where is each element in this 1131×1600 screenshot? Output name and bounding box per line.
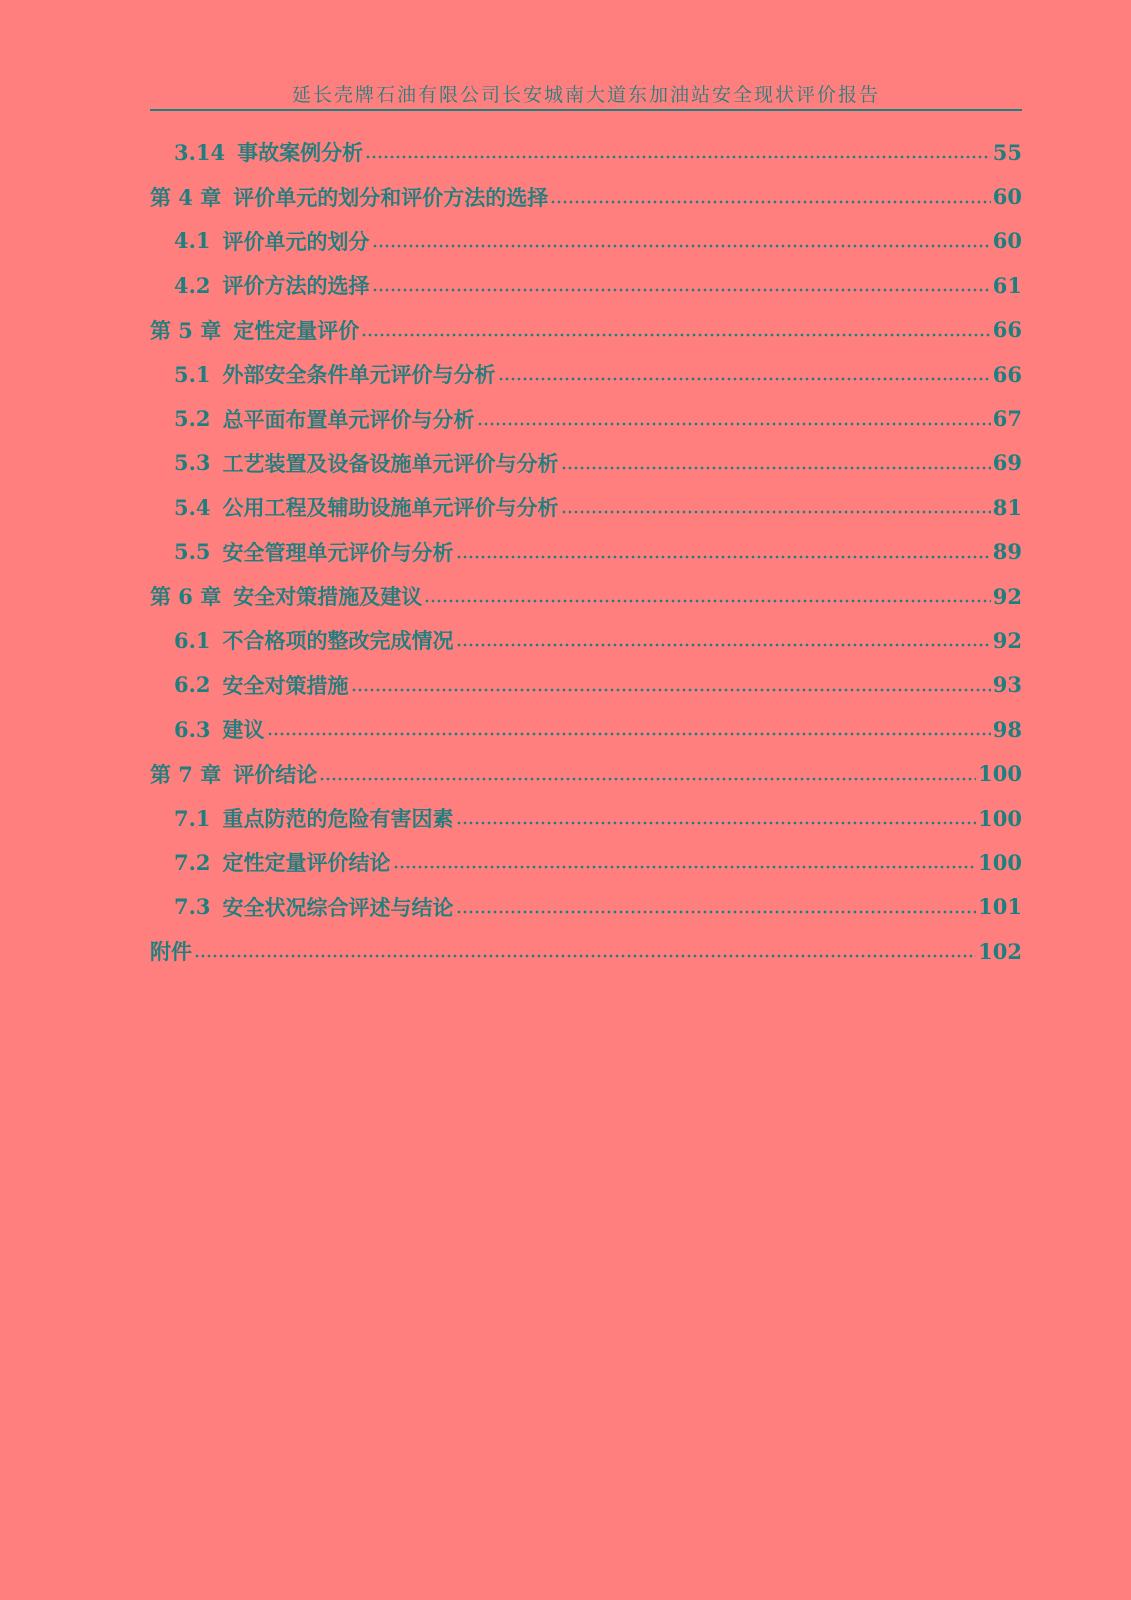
toc-entry-title: 附件 <box>150 940 192 965</box>
toc-entry-page: 66 <box>992 317 1022 343</box>
toc-entry-number: 4.2 <box>174 272 211 298</box>
toc-entry[interactable] <box>150 174 1022 218</box>
toc-entry-title: 评价方法的选择 <box>222 274 370 299</box>
toc-entry-number: 6.2 <box>174 672 211 698</box>
toc-entry-page: 67 <box>992 406 1022 432</box>
toc-entry[interactable] <box>150 751 1022 795</box>
toc-entry-title: 安全管理单元评价与分析 <box>222 540 454 565</box>
toc-dot-leader <box>372 288 991 292</box>
toc-entry[interactable] <box>150 308 1022 352</box>
toc-entry-number: 第 7 章 <box>150 761 222 787</box>
toc-entry-title: 事故案例分析 <box>237 141 364 166</box>
page-header: 延长壳牌石油有限公司长安城南大道东加油站安全现状评价报告 <box>291 84 880 106</box>
toc-entry-title: 工艺装置及设备设施单元评价与分析 <box>222 451 559 476</box>
toc-entry-page: 92 <box>992 583 1022 609</box>
toc-entry-number: 7.2 <box>174 849 211 875</box>
toc-entry-page: 102 <box>978 938 1022 964</box>
toc-entry-page: 100 <box>978 761 1022 787</box>
toc-dot-leader <box>319 777 976 781</box>
toc-entry-number: 5.4 <box>174 494 211 520</box>
toc-entry-number: 6.1 <box>174 627 211 653</box>
toc-entry-page: 60 <box>992 228 1022 254</box>
toc-entry-title: 安全对策措施及建议 <box>233 585 423 610</box>
toc-dot-leader <box>372 244 991 248</box>
toc-entry-page: 61 <box>992 272 1022 298</box>
toc-entry-number: 7.1 <box>174 805 211 831</box>
toc-entry-title: 重点防范的危险有害因素 <box>222 807 454 832</box>
toc-entry[interactable] <box>150 263 1022 307</box>
toc-entry-page: 100 <box>978 805 1022 831</box>
toc-entry[interactable] <box>150 840 1022 884</box>
toc-dot-leader <box>365 155 991 159</box>
toc-entry-page: 89 <box>992 539 1022 565</box>
toc-entry[interactable] <box>150 574 1022 618</box>
toc-entry[interactable] <box>150 219 1022 263</box>
toc-dot-leader <box>456 821 977 825</box>
toc-entry[interactable] <box>150 485 1022 529</box>
toc-dot-leader <box>498 377 991 381</box>
toc-entry[interactable] <box>150 796 1022 840</box>
toc-entry-title: 评价单元的划分 <box>222 229 370 254</box>
toc-dot-leader <box>456 555 991 559</box>
toc-entry[interactable] <box>150 352 1022 396</box>
toc-entry-page: 100 <box>978 849 1022 875</box>
toc-dot-leader <box>550 200 991 204</box>
toc-entry-number: 5.5 <box>174 539 211 565</box>
toc-dot-leader <box>194 954 976 958</box>
toc-entry-page: 98 <box>992 716 1022 742</box>
toc-entry-number: 3.14 <box>174 139 226 165</box>
toc-entry-number: 第 4 章 <box>150 184 222 210</box>
toc-entry[interactable] <box>150 929 1022 973</box>
toc-entry-title: 定性定量评价 <box>233 318 360 343</box>
toc-entry-title: 不合格项的整改完成情况 <box>222 629 454 654</box>
toc-dot-leader <box>351 688 991 692</box>
toc-entry[interactable] <box>150 441 1022 485</box>
toc-entry-page: 81 <box>992 494 1022 520</box>
toc-entry-title: 总平面布置单元评价与分析 <box>222 407 475 432</box>
table-of-contents <box>150 130 1022 973</box>
toc-entry[interactable] <box>150 885 1022 929</box>
toc-entry-number: 第 6 章 <box>150 584 222 610</box>
toc-dot-leader <box>456 910 977 914</box>
toc-entry-title: 安全状况综合评述与结论 <box>222 895 454 920</box>
toc-dot-leader <box>561 466 991 470</box>
toc-entry-title: 安全对策措施 <box>222 673 349 698</box>
toc-dot-leader <box>361 333 991 337</box>
toc-entry-title: 公用工程及辅助设施单元评价与分析 <box>222 496 559 521</box>
toc-entry-number: 5.2 <box>174 406 211 432</box>
toc-entry[interactable] <box>150 707 1022 751</box>
toc-dot-leader <box>424 599 991 603</box>
toc-entry-title: 建议 <box>222 718 265 743</box>
toc-entry-page: 66 <box>992 361 1022 387</box>
toc-dot-leader <box>477 422 991 426</box>
toc-entry-page: 101 <box>978 894 1022 920</box>
toc-entry-number: 5.3 <box>174 450 211 476</box>
toc-dot-leader <box>456 643 991 647</box>
toc-entry-number: 6.3 <box>174 716 211 742</box>
toc-entry-number: 4.1 <box>174 228 211 254</box>
toc-dot-leader <box>267 732 991 736</box>
toc-dot-leader <box>561 510 991 514</box>
toc-entry-title: 评价单元的划分和评价方法的选择 <box>233 185 549 210</box>
toc-entry-title: 外部安全条件单元评价与分析 <box>222 363 496 388</box>
toc-entry[interactable] <box>150 130 1022 174</box>
toc-entry-page: 60 <box>992 184 1022 210</box>
toc-entry-title: 定性定量评价结论 <box>222 851 391 876</box>
toc-entry[interactable] <box>150 663 1022 707</box>
header-rule <box>150 109 1022 111</box>
toc-entry-page: 69 <box>992 450 1022 476</box>
toc-entry-title: 评价结论 <box>233 762 318 787</box>
toc-entry-page: 93 <box>992 672 1022 698</box>
toc-entry-number: 第 5 章 <box>150 317 222 343</box>
toc-entry-number: 7.3 <box>174 894 211 920</box>
toc-entry-page: 92 <box>992 627 1022 653</box>
toc-entry-number: 5.1 <box>174 361 211 387</box>
toc-entry[interactable] <box>150 530 1022 574</box>
toc-entry[interactable] <box>150 618 1022 662</box>
toc-entry[interactable] <box>150 396 1022 440</box>
toc-dot-leader <box>393 865 977 869</box>
toc-entry-page: 55 <box>992 139 1022 165</box>
